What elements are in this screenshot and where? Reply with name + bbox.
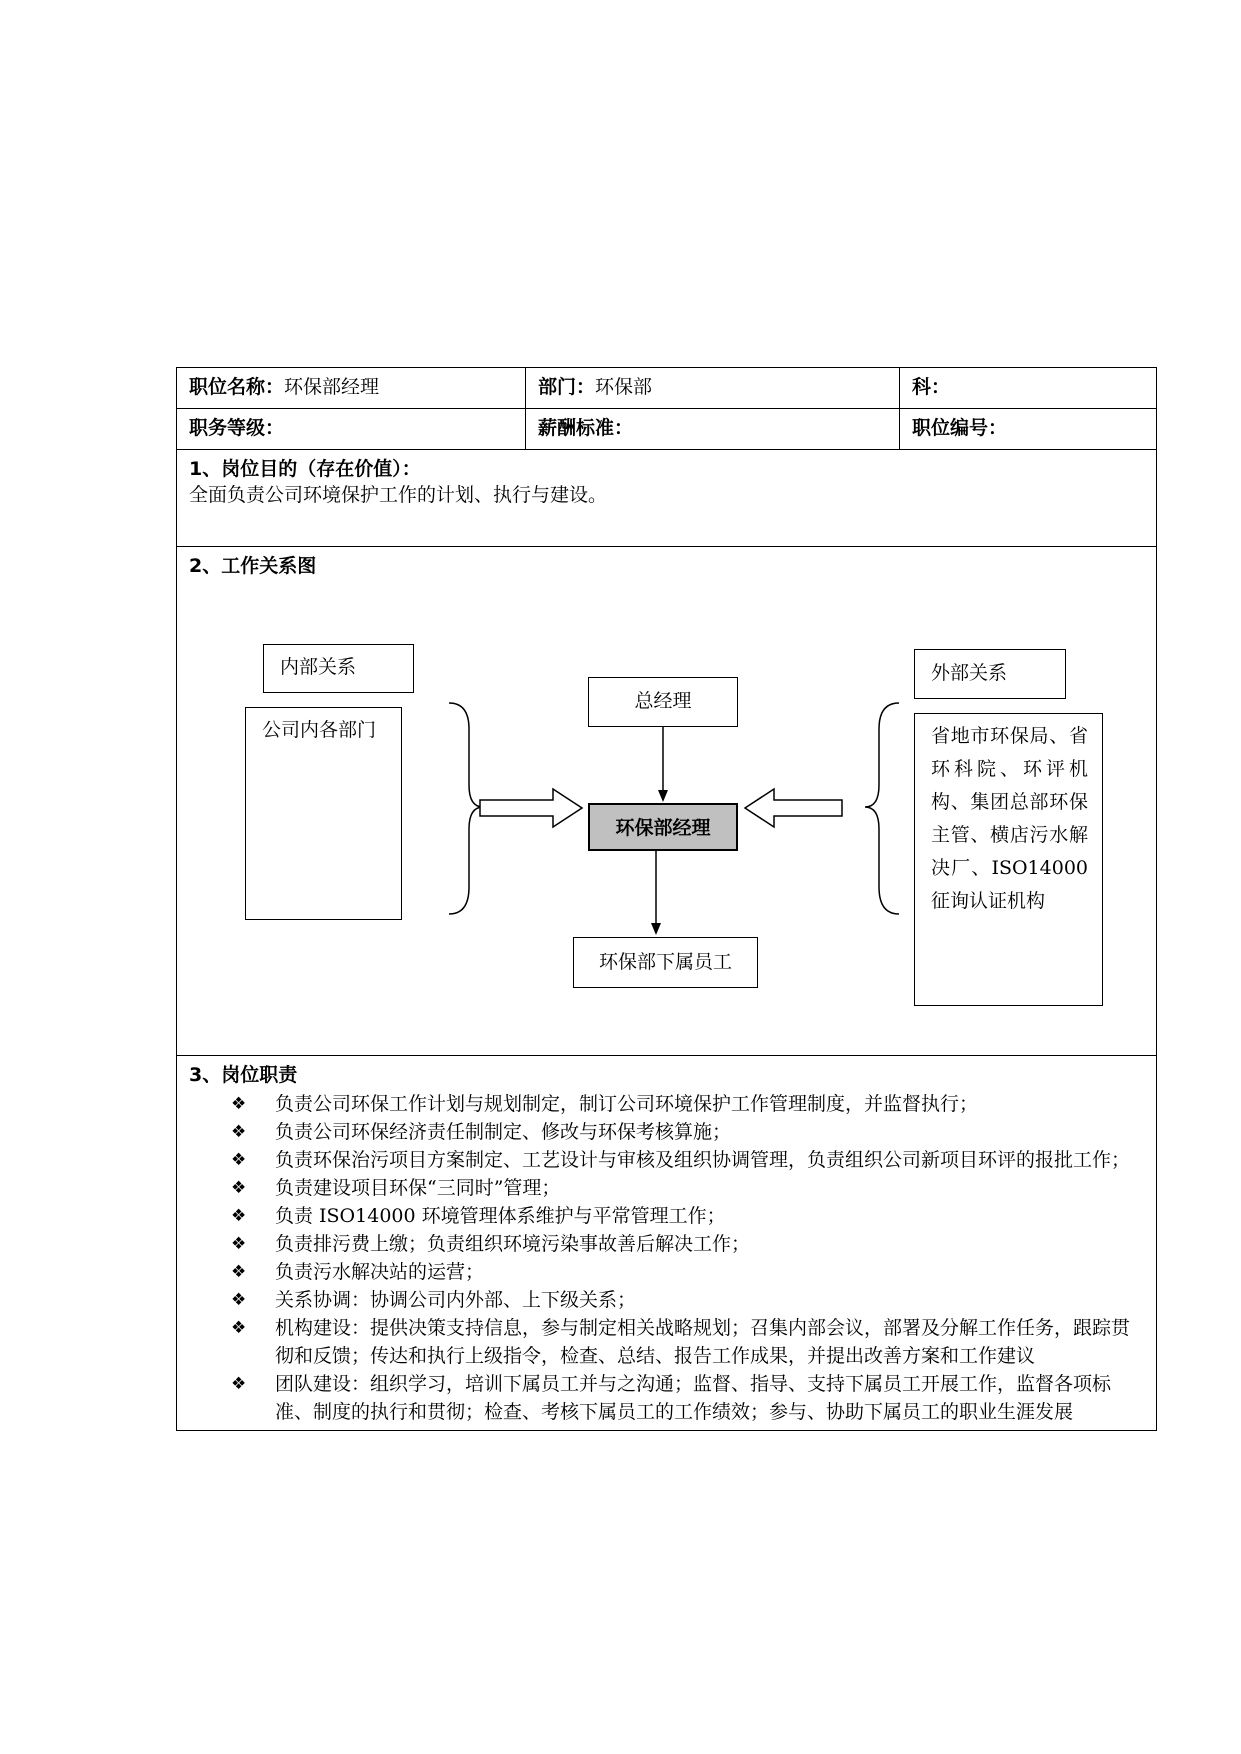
position-code-cell <box>900 409 1157 450</box>
relations-connectors <box>177 547 1157 1067</box>
diamond-bullet-icon: ❖ <box>231 1122 247 1142</box>
position-name-value: 环保部经理 <box>284 376 380 398</box>
purpose-cell <box>177 450 1157 547</box>
section-cell <box>900 368 1157 409</box>
diamond-bullet-icon: ❖ <box>231 1374 247 1394</box>
external-relations-label: 外部关系 <box>931 662 1008 684</box>
duty-item <box>189 1258 1144 1286</box>
subordinates-text: 环保部下属员工 <box>598 951 732 973</box>
diamond-bullet-icon: ❖ <box>231 1178 247 1198</box>
department-cell <box>526 368 900 409</box>
duty-item <box>189 1090 1144 1118</box>
duty-item <box>189 1370 1144 1426</box>
relations-cell <box>177 547 1157 1056</box>
duties-title: 3、岗位职责 <box>189 1064 298 1086</box>
down-arrowhead-bottom-icon <box>651 923 661 935</box>
grade-label: 职务等级： <box>189 417 285 439</box>
duties-cell <box>177 1056 1157 1431</box>
salary-label: 薪酬标准： <box>538 417 634 439</box>
environmental-manager-text: 环保部经理 <box>615 817 711 839</box>
external-organizations-text: 省地市环保局、省环科院、环评机构、集团总部环保主管、横店污水解决厂、ISO14000 征询认证机构 <box>931 725 1088 912</box>
section-label: 科： <box>912 376 951 398</box>
duty-text: 负责建设项目环保“三同时”管理； <box>275 1177 561 1199</box>
duty-item <box>189 1286 1144 1314</box>
right-hollow-arrow-icon <box>745 789 842 827</box>
grade-cell <box>177 409 526 450</box>
header-row-2 <box>177 409 1157 450</box>
diamond-bullet-icon: ❖ <box>231 1318 247 1338</box>
duty-text: 团队建设：组织学习，培训下属员工并与之沟通；监督、指导、支持下属员工开展工作，监督各项标准、制度的执行和贯彻；检查、考核下属员工的工作绩效；参与、协助下属员工的职业生涯发展 <box>275 1373 1112 1423</box>
duty-text: 负责公司环保工作计划与规划制定，制订公司环境保护工作管理制度，并监督执行； <box>275 1093 979 1115</box>
position-name-label: 职位名称： <box>189 376 285 398</box>
position-code-label: 职位编号： <box>912 417 1008 439</box>
diamond-bullet-icon: ❖ <box>231 1262 247 1282</box>
header-row-1 <box>177 368 1157 409</box>
relations-diagram <box>177 547 1157 1067</box>
duty-item <box>189 1146 1144 1174</box>
duty-item <box>189 1118 1144 1146</box>
relations-row <box>177 547 1157 1056</box>
duty-text: 负责排污费上缴；负责组织环境污染事故善后解决工作； <box>275 1233 751 1255</box>
salary-cell <box>526 409 900 450</box>
duty-item <box>189 1202 1144 1230</box>
duties-list <box>189 1090 1144 1426</box>
external-brace-icon <box>865 703 899 914</box>
internal-departments-text: 公司内各部门 <box>262 719 377 741</box>
diamond-bullet-icon: ❖ <box>231 1290 247 1310</box>
purpose-row <box>177 450 1157 547</box>
diamond-bullet-icon: ❖ <box>231 1094 247 1114</box>
duty-text: 负责公司环保经济责任制制定、修改与环保考核算施； <box>275 1121 732 1143</box>
internal-brace-icon <box>449 703 483 914</box>
department-label: 部门： <box>538 376 596 398</box>
department-value: 环保部 <box>595 376 653 398</box>
duty-text: 机构建设：提供决策支持信息，参与制定相关战略规划；召集内部会议，部署及分解工作任务，跟踪贯彻和反馈；传达和执行上级指令，检查、总结、报告工作成果，并提出改善方案和工作建议 <box>275 1317 1131 1367</box>
diamond-bullet-icon: ❖ <box>231 1150 247 1170</box>
purpose-title: 1、岗位目的（存在价值）： <box>189 458 421 480</box>
diamond-bullet-icon: ❖ <box>231 1206 247 1226</box>
left-hollow-arrow-icon <box>480 789 582 827</box>
job-description-table <box>176 367 1157 1431</box>
relations-title: 2、工作关系图 <box>189 555 317 577</box>
duty-text: 负责环保治污项目方案制定、工艺设计与审核及组织协调管理，负责组织公司新项目环评的报批工作； <box>275 1149 1131 1171</box>
internal-relations-label: 内部关系 <box>280 656 357 678</box>
down-arrowhead-top-icon <box>658 790 668 802</box>
duties-row <box>177 1056 1157 1431</box>
duty-item <box>189 1174 1144 1202</box>
duty-text: 关系协调：协调公司内外部、上下级关系； <box>275 1289 637 1311</box>
duty-item <box>189 1230 1144 1258</box>
purpose-text: 全面负责公司环境保护工作的计划、执行与建设。 <box>189 484 608 506</box>
position-name-cell <box>177 368 526 409</box>
duty-text: 负责污水解决站的运营； <box>275 1261 485 1283</box>
duty-item <box>189 1314 1144 1370</box>
duty-text: 负责 ISO14000 环境管理体系维护与平常管理工作； <box>275 1205 726 1227</box>
general-manager-text: 总经理 <box>634 690 692 712</box>
diamond-bullet-icon: ❖ <box>231 1234 247 1254</box>
